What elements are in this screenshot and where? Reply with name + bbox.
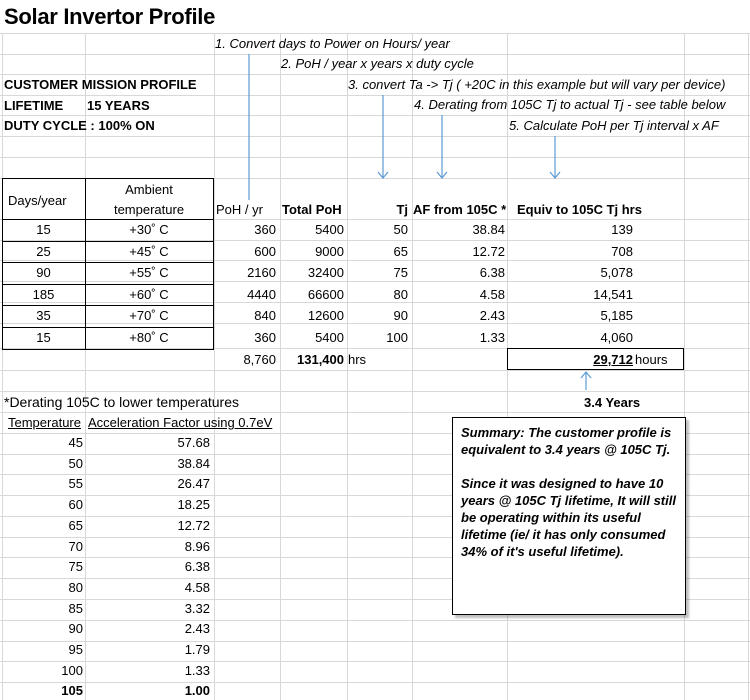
main-cell-ambient: +30˚ C: [129, 222, 169, 237]
total-poh-unit: hrs: [348, 352, 367, 367]
derating-af: 1.00: [184, 683, 210, 699]
main-cell-ambient: +55˚ C: [129, 265, 169, 280]
derating-af: 57.68: [177, 435, 210, 450]
step-4-note: 4. Derating from 105C Tj to actual Tj - see table below: [414, 97, 726, 112]
main-row-border: [2, 262, 214, 263]
main-cell-poh-yr: 840: [254, 308, 276, 323]
derating-temp: 45: [68, 435, 83, 450]
derating-temp: 105: [61, 683, 83, 699]
main-row-border: [2, 305, 214, 306]
header-af: AF from 105C *: [413, 202, 507, 217]
derating-temp: 85: [68, 600, 83, 616]
derating-af: 4.58: [184, 579, 210, 595]
main-cell-equiv: 139: [611, 222, 633, 237]
equiv-total: 29,712: [593, 352, 633, 367]
derating-temp: 75: [68, 559, 83, 575]
main-cell-tj: 75: [393, 265, 408, 280]
derating-col-af: Acceleration Factor using 0.7eV: [88, 415, 273, 430]
step-5-note: 5. Calculate PoH per Tj interval x AF: [509, 118, 719, 133]
main-cell-days: 35: [36, 308, 51, 323]
main-cell-days: 90: [36, 265, 51, 280]
derating-af: 6.38: [184, 559, 210, 575]
duty-cycle: DUTY CYCLE : 100% ON: [4, 118, 155, 133]
derating-af: 1.79: [184, 642, 210, 657]
derating-af: 8.96: [184, 538, 210, 554]
derating-af: 12.72: [177, 517, 210, 533]
main-cell-af: 6.38: [479, 265, 505, 280]
lifetime-label: LIFETIME: [4, 98, 64, 113]
main-row-border: [2, 219, 214, 220]
derating-af: 18.25: [177, 497, 210, 513]
derating-af: 38.84: [177, 455, 210, 471]
mission-heading: CUSTOMER MISSION PROFILE: [4, 77, 197, 92]
step-1-note: 1. Convert days to Power on Hours/ year: [215, 36, 450, 51]
main-cell-af: 4.58: [479, 286, 505, 302]
derating-temp: 65: [68, 517, 83, 533]
header-poh-yr: PoH / yr: [216, 202, 263, 217]
main-cell-equiv: 4,060: [600, 329, 633, 345]
step-3-note: 3. convert Ta -> Tj ( +20C in this example but will vary per device): [348, 77, 726, 92]
main-cell-tj: 50: [393, 222, 408, 237]
main-cell-poh-yr: 600: [254, 243, 276, 259]
main-cell-ambient: +70˚ C: [129, 308, 169, 323]
main-cell-af: 12.72: [472, 243, 505, 259]
main-cell-tj: 100: [386, 329, 408, 345]
main-cell-equiv: 14,541: [593, 286, 633, 302]
header-days: Days/year: [8, 193, 67, 208]
total-poh: 131,400: [297, 352, 344, 367]
header-ambient-1: Ambient: [125, 182, 173, 197]
header-tj: Tj: [396, 202, 408, 217]
header-equiv: Equiv to 105C Tj hrs: [517, 202, 642, 217]
main-cell-days: 185: [32, 286, 55, 302]
derating-temp: 100: [61, 662, 83, 678]
main-row-border: [2, 241, 214, 242]
derating-af: 2.43: [184, 621, 210, 637]
derating-af: 1.33: [184, 662, 210, 678]
main-cell-days: 25: [36, 243, 51, 259]
main-cell-total: 9000: [315, 243, 344, 259]
summary-box: [452, 417, 686, 615]
derating-af: 26.47: [177, 476, 210, 492]
main-cell-equiv: 708: [611, 243, 633, 259]
main-cell-ambient: +60˚ C: [129, 286, 169, 302]
derating-temp: 80: [68, 579, 83, 595]
derating-temp: 70: [68, 538, 83, 554]
main-col-border: [85, 178, 86, 350]
main-cell-poh-yr: 4440: [247, 286, 276, 302]
main-cell-tj: 80: [393, 286, 408, 302]
main-cell-equiv: 5,078: [600, 265, 633, 280]
main-cell-days: 15: [36, 329, 51, 345]
main-cell-af: 1.33: [479, 329, 505, 345]
derating-col-temp: Temperature: [8, 415, 81, 430]
main-cell-poh-yr: 360: [254, 329, 276, 345]
main-cell-ambient: +45˚ C: [129, 243, 169, 259]
main-cell-total: 5400: [315, 329, 344, 345]
main-cell-total: 32400: [307, 265, 344, 280]
main-cell-poh-yr: 2160: [247, 265, 276, 280]
header-ambient-2: temperature: [113, 202, 185, 217]
lifetime-value: 15 YEARS: [87, 98, 150, 113]
main-cell-poh-yr: 360: [254, 222, 276, 237]
total-poh-yr: 8,760: [243, 352, 276, 367]
main-cell-total: 12600: [307, 308, 344, 323]
header-total-poh: Total PoH: [282, 202, 342, 217]
main-cell-tj: 90: [393, 308, 408, 323]
step-2-note: 2. PoH / year x years x duty cycle: [281, 56, 474, 71]
summary-paragraph-1: Summary: The customer profile is equivalent to 3.4 years @ 105C Tj.: [461, 425, 672, 457]
main-cell-total: 66600: [307, 286, 344, 302]
main-cell-ambient: +80˚ C: [129, 329, 169, 345]
equiv-total-unit: hours: [635, 352, 668, 367]
main-cell-equiv: 5,185: [600, 308, 633, 323]
main-cell-tj: 65: [393, 243, 408, 259]
derating-af: 3.32: [184, 600, 210, 616]
main-cell-days: 15: [36, 222, 51, 237]
summary-paragraph-2: Since it was designed to have 10 years @ 105C Tj lifetime, It will still be operating within its useful lifetime (ie/ it has only consumed 34% of it's useful lifetime).: [461, 476, 676, 559]
page-title: Solar Invertor Profile: [4, 4, 216, 29]
main-cell-total: 5400: [315, 222, 344, 237]
derating-temp: 55: [68, 476, 83, 492]
derating-temp: 50: [68, 455, 83, 471]
derating-heading: *Derating 105C to lower temperatures: [4, 394, 240, 410]
main-cell-af: 2.43: [479, 308, 505, 323]
derating-temp: 60: [68, 497, 83, 513]
main-row-border: [2, 327, 214, 328]
main-cell-af: 38.84: [472, 222, 505, 237]
equiv-years: 3.4 Years: [584, 395, 641, 410]
main-row-border: [2, 284, 214, 285]
derating-temp: 90: [68, 621, 83, 637]
derating-temp: 95: [68, 642, 83, 657]
